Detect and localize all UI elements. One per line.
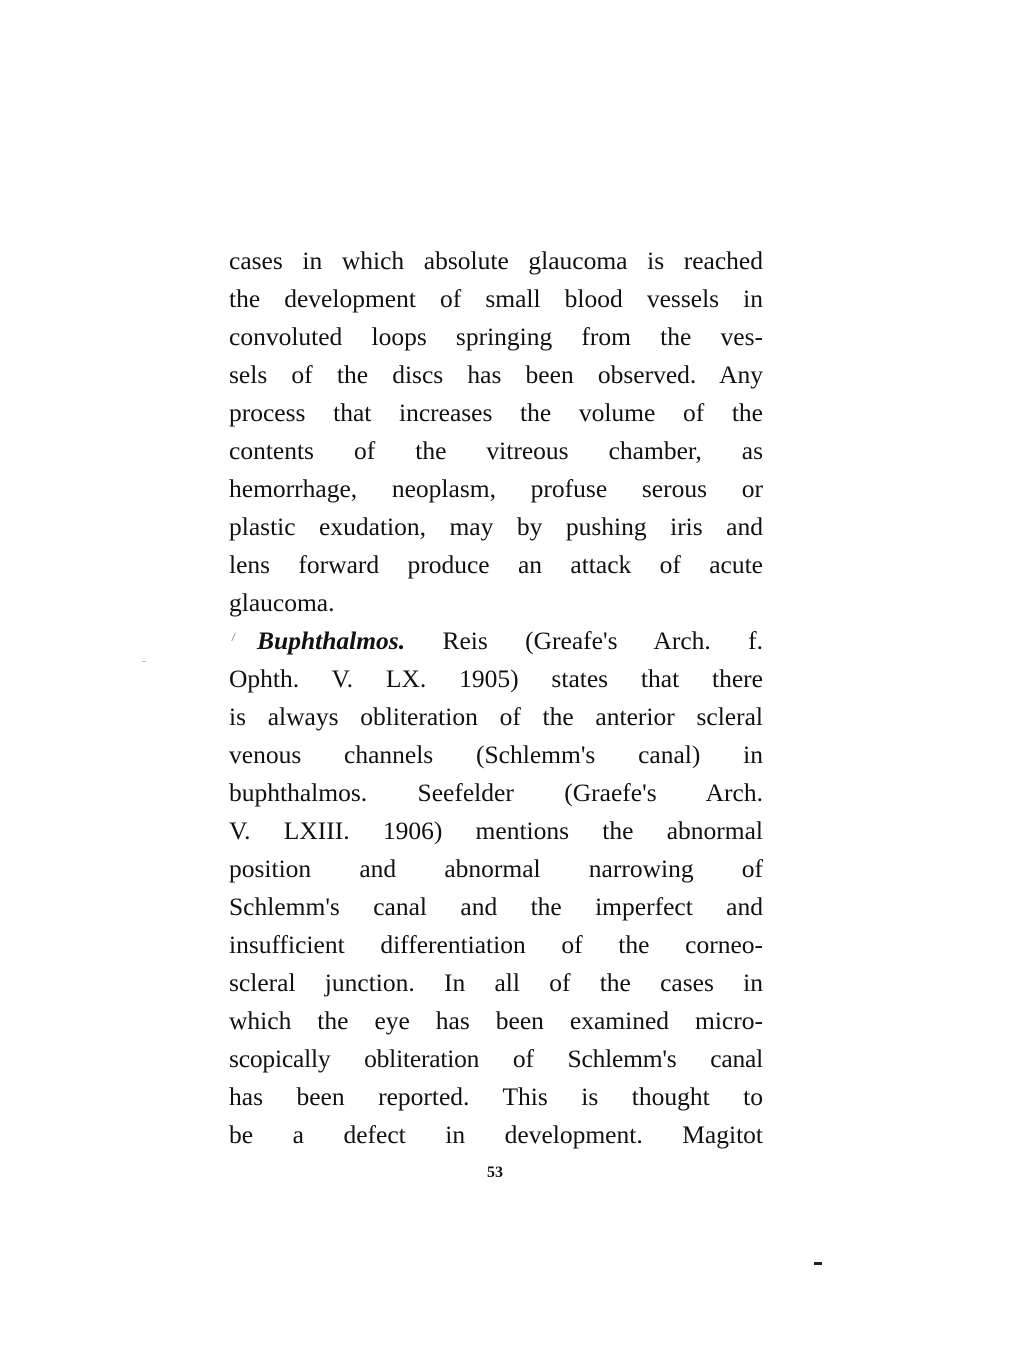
section-heading-rest: Reis (Greafe's Arch. f. <box>405 626 763 655</box>
text-line: position and abnormal narrowing of <box>229 854 763 883</box>
text-line: the development of small blood vessels in <box>229 284 763 313</box>
page-number: 53 <box>487 1164 503 1181</box>
text-line: scleral junction. In all of the cases in <box>229 968 763 997</box>
text-line: venous channels (Schlemm's canal) in <box>229 740 763 769</box>
section-heading: Buphthalmos. <box>257 626 406 655</box>
text-line: lens forward produce an attack of acute <box>229 550 763 579</box>
text-line: scopically obliteration of Schlemm's canal <box>229 1044 763 1073</box>
text-line: V. LXIII. 1906) mentions the abnormal <box>229 816 763 845</box>
stray-ink-dot <box>142 661 146 662</box>
text-line: buphthalmos. Seefelder (Graefe's Arch. <box>229 778 763 807</box>
text-line: is always obliteration of the anterior scleral <box>229 702 763 731</box>
text-line: Ophth. V. LX. 1905) states that there <box>229 664 763 693</box>
text-line: process that increases the volume of the <box>229 398 763 427</box>
text-line: convoluted loops springing from the ves- <box>229 322 763 351</box>
text-line: plastic exudation, may by pushing iris and <box>229 512 763 541</box>
text-line: which the eye has been examined micro- <box>229 1006 763 1035</box>
text-line: cases in which absolute glaucoma is reached <box>229 246 763 275</box>
text-line: hemorrhage, neoplasm, profuse serous or <box>229 474 763 503</box>
text-line: be a defect in development. Magitot <box>229 1120 763 1149</box>
body-text <box>229 242 763 1154</box>
text-line: Schlemm's canal and the imperfect and <box>229 892 763 921</box>
scan-artifact-dash <box>814 1262 822 1265</box>
text-line: insufficient differentiation of the corneo- <box>229 930 763 959</box>
text-line: glaucoma. <box>229 588 335 617</box>
section-heading-line <box>229 622 763 660</box>
text-line: sels of the discs has been observed. Any <box>229 360 763 389</box>
text-line: contents of the vitreous chamber, as <box>229 436 763 465</box>
text-line: has been reported. This is thought to <box>229 1082 763 1111</box>
